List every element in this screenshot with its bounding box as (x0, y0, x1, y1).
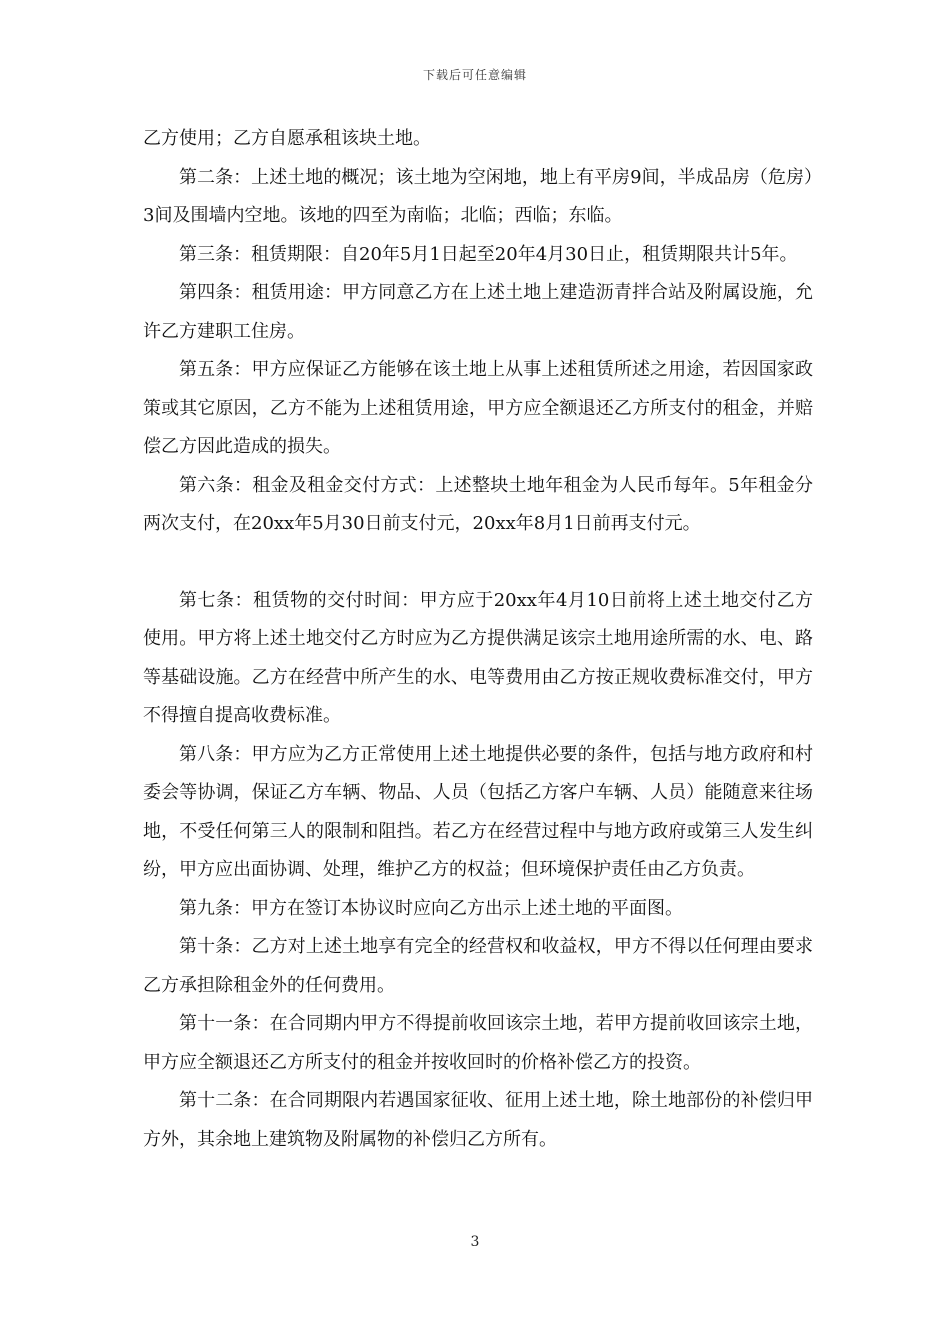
article-8: 第八条：甲方应为乙方正常使用上述土地提供必要的条件，包括与地方政府和村委会等协调，保证乙方车辆、物品、人员（包括乙方客户车辆、人员）能随意来往场地，不受任何第三人的限制和阻挡。若乙方在经营过程中与地方政府或第三人发生纠纷，甲方应出面协调、处理，维护乙方的权益；但环境保护责任由乙方负责。 (143, 743, 813, 880)
article-9: 第九条：甲方在签订本协议时应向乙方出示上述土地的平面图。 (179, 897, 683, 919)
article-12: 第十二条：在合同期限内若遇国家征收、征用上述土地，除土地部份的补偿归甲方外，其余地上建筑物及附属物的补偿归乙方所有。 (143, 1090, 813, 1150)
article-5: 第五条：甲方应保证乙方能够在该土地上从事上述租赁所述之用途，若因国家政策或其它原因，乙方不能为上述租赁用途，甲方应全额退还乙方所支付的租金，并赔偿乙方因此造成的损失。 (143, 359, 813, 457)
article-10: 第十条：乙方对上述土地享有完全的经营权和收益权，甲方不得以任何理由要求乙方承担除租金外的任何费用。 (143, 936, 813, 996)
article-6: 第六条：租金及租金交付方式：上述整块土地年租金为人民币每年。5年租金分两次支付，在20xx年5月30日前支付元，20xx年8月1日前再支付元。 (143, 474, 813, 534)
article-7: 第七条：租赁物的交付时间：甲方应于20xx年4月10日前将上述土地交付乙方使用。甲方将上述土地交付乙方时应为乙方提供满足该宗土地用途所需的水、电、路等基础设施。乙方在经营中所产生的水、电等费用由乙方按正规收费标准交付，甲方不得擅自提高收费标准。 (143, 589, 813, 726)
document-body (143, 120, 813, 1159)
article-3: 第三条：租赁期限：自20年5月1日起至20年4月30日止，租赁期限共计5年。 (179, 243, 798, 265)
page-header: 下载后可任意编辑 (422, 68, 527, 82)
article-2: 第二条：上述土地的概况；该土地为空闲地，地上有平房9间，半成品房（危房）3间及围墙内空地。该地的四至为南临；北临；西临；东临。 (143, 166, 813, 226)
article-4: 第四条：租赁用途：甲方同意乙方在上述土地上建造沥青拌合站及附属设施，允许乙方建职工住房。 (143, 282, 813, 342)
article-11: 第十一条：在合同期内甲方不得提前收回该宗土地，若甲方提前收回该宗土地，甲方应全额退还乙方所支付的租金并按收回时的价格补偿乙方的投资。 (143, 1013, 813, 1073)
blank-line (143, 544, 813, 582)
page-number: 3 (470, 1234, 480, 1250)
paragraph-continuation: 乙方使用；乙方自愿承租该块土地。 (143, 128, 431, 149)
